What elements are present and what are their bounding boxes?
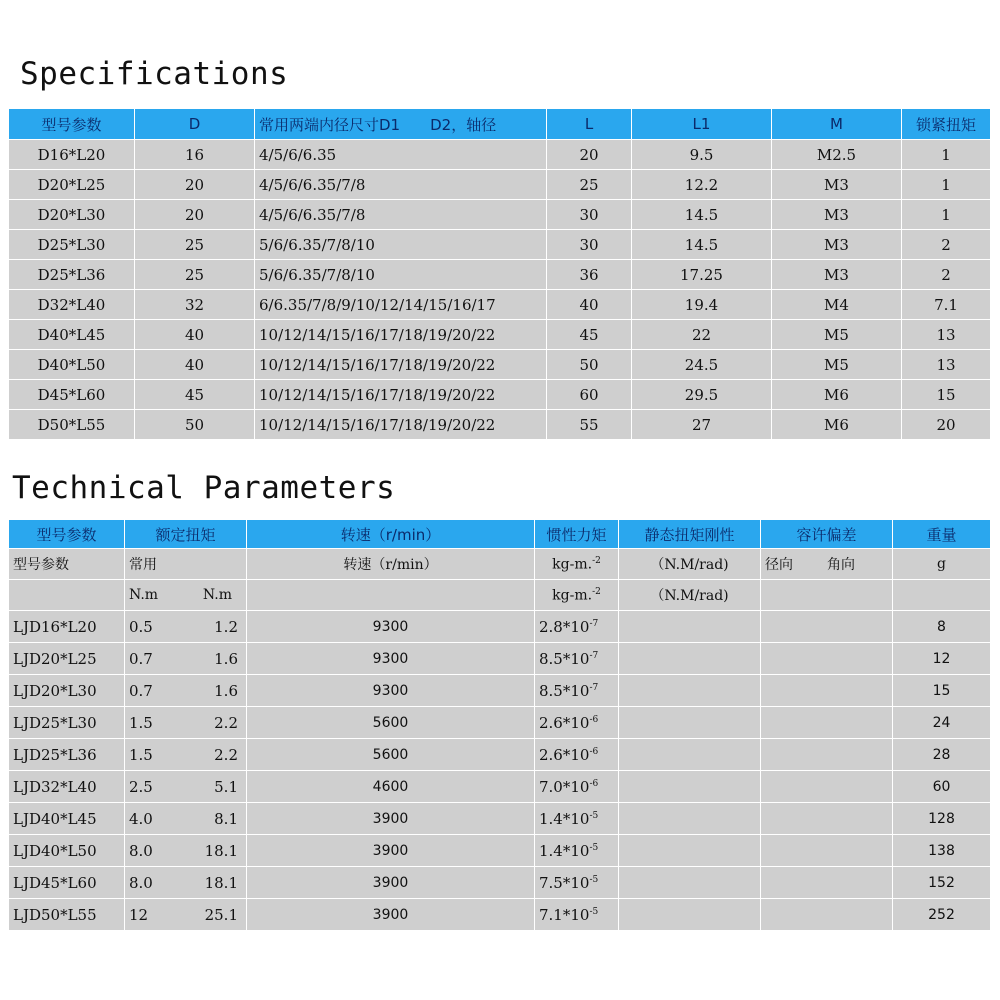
- spec-cell-lock-torque: 20: [902, 410, 991, 440]
- spec-cell-model: D32*L40: [9, 290, 135, 320]
- tech-cell-rigidity: [619, 707, 761, 739]
- spec-cell-model: D50*L55: [9, 410, 135, 440]
- spec-row: [9, 380, 991, 410]
- tech-cell-model: LJD40*L45: [9, 803, 125, 835]
- tech-cell-model: LJD25*L36: [9, 739, 125, 771]
- spec-cell-model: D16*L20: [9, 140, 135, 170]
- tech-cell-torque-max: 1.6: [214, 681, 238, 700]
- sub-deviation: [761, 549, 893, 580]
- tech-cell-speed: 3900: [247, 803, 535, 835]
- tech-cell-torque-common: 1.5: [129, 745, 153, 764]
- tech-cell-speed: 3900: [247, 835, 535, 867]
- tech-row: [9, 771, 991, 803]
- tech-cell-inertia: [535, 771, 619, 803]
- tech-cell-torque-max: 2.2: [214, 713, 238, 732]
- tech-cell-weight: 28: [893, 739, 991, 771]
- tech-header-row: [9, 520, 991, 549]
- spec-cell-l1: 17.25: [632, 260, 772, 290]
- spec-cell-m: M3: [772, 200, 902, 230]
- spec-cell-lock-torque: 1: [902, 140, 991, 170]
- tech-row: [9, 675, 991, 707]
- spec-cell-m: M3: [772, 230, 902, 260]
- tech-cell-torque-common: 4.0: [129, 809, 153, 828]
- sub-torque-common: 常用: [129, 557, 157, 573]
- tech-cell-inertia: [535, 867, 619, 899]
- unit-torque: [125, 580, 247, 611]
- spec-header-row: [9, 109, 991, 140]
- tech-cell-inertia-exp: -7: [589, 650, 599, 661]
- spec-row: [9, 170, 991, 200]
- unit-inertia-exp: -2: [592, 586, 601, 597]
- tech-cell-torque: [125, 611, 247, 643]
- tech-cell-torque-max: 18.1: [204, 841, 238, 860]
- tech-cell-inertia: [535, 739, 619, 771]
- spec-cell-l1: 27: [632, 410, 772, 440]
- tech-cell-rigidity: [619, 739, 761, 771]
- tech-cell-torque-max: 2.2: [214, 745, 238, 764]
- spec-cell-d: 45: [135, 380, 255, 410]
- tech-cell-inertia-exp: -5: [589, 810, 599, 821]
- tech-cell-deviation: [761, 643, 893, 675]
- spec-cell-m: M3: [772, 170, 902, 200]
- spec-cell-m: M4: [772, 290, 902, 320]
- tech-cell-deviation: [761, 867, 893, 899]
- spec-cell-l: 50: [547, 350, 632, 380]
- tech-cell-torque-common: 12: [129, 905, 149, 924]
- tech-cell-inertia-base: 2.8*10: [539, 617, 590, 636]
- unit-model: [9, 580, 125, 611]
- tech-row: [9, 803, 991, 835]
- tech-cell-inertia-exp: -7: [589, 682, 599, 693]
- tech-cell-torque: [125, 771, 247, 803]
- tech-cell-weight: 252: [893, 899, 991, 931]
- tech-cell-torque: [125, 803, 247, 835]
- tech-cell-inertia: [535, 835, 619, 867]
- specifications-title: Specifications: [20, 56, 289, 92]
- spec-cell-l: 40: [547, 290, 632, 320]
- tech-cell-torque-max: 1.2: [214, 617, 238, 636]
- spec-cell-bore: 5/6/6.35/7/8/10: [255, 230, 547, 260]
- tech-cell-inertia-base: 1.4*10: [539, 841, 590, 860]
- tech-cell-speed: 9300: [247, 611, 535, 643]
- tech-cell-inertia-base: 2.6*10: [539, 745, 590, 764]
- tech-cell-model: LJD50*L55: [9, 899, 125, 931]
- sub-rigidity: （N.M/rad): [619, 549, 761, 580]
- unit-rigidity: （N.M/rad): [619, 580, 761, 611]
- sub-deviation-angular: 角向: [827, 557, 855, 573]
- tech-cell-deviation: [761, 739, 893, 771]
- tech-header-model: 型号参数: [9, 520, 125, 549]
- tech-cell-inertia-exp: -5: [589, 842, 599, 853]
- spec-cell-l1: 12.2: [632, 170, 772, 200]
- tech-row: [9, 707, 991, 739]
- spec-cell-l1: 14.5: [632, 200, 772, 230]
- tech-cell-deviation: [761, 707, 893, 739]
- tech-cell-inertia-exp: -5: [589, 874, 599, 885]
- unit-inertia-unit: kg-m.: [552, 587, 593, 604]
- tech-cell-torque-common: 8.0: [129, 841, 153, 860]
- tech-cell-inertia-base: 7.0*10: [539, 777, 590, 796]
- spec-cell-l: 25: [547, 170, 632, 200]
- spec-cell-m: M5: [772, 320, 902, 350]
- tech-cell-torque: [125, 867, 247, 899]
- spec-cell-model: D40*L50: [9, 350, 135, 380]
- tech-row: [9, 899, 991, 931]
- tech-cell-rigidity: [619, 835, 761, 867]
- tech-cell-rigidity: [619, 675, 761, 707]
- spec-cell-bore: 4/5/6/6.35/7/8: [255, 170, 547, 200]
- spec-cell-l: 60: [547, 380, 632, 410]
- spec-cell-bore: 6/6.35/7/8/9/10/12/14/15/16/17: [255, 290, 547, 320]
- tech-cell-inertia-base: 8.5*10: [539, 649, 590, 668]
- tech-cell-inertia: [535, 899, 619, 931]
- spec-cell-d: 20: [135, 170, 255, 200]
- tech-cell-speed: 3900: [247, 867, 535, 899]
- tech-cell-model: LJD20*L30: [9, 675, 125, 707]
- tech-cell-torque-common: 8.0: [129, 873, 153, 892]
- tech-cell-inertia-exp: -6: [589, 746, 599, 757]
- spec-cell-bore: 10/12/14/15/16/17/18/19/20/22: [255, 410, 547, 440]
- tech-cell-rigidity: [619, 611, 761, 643]
- sub-deviation-radial: 径向: [765, 557, 793, 573]
- sub-speed: 转速（r/min）: [247, 549, 535, 580]
- spec-cell-model: D25*L30: [9, 230, 135, 260]
- unit-weight: [893, 580, 991, 611]
- tech-cell-inertia-base: 2.6*10: [539, 713, 590, 732]
- technical-parameters-title: Technical Parameters: [12, 470, 396, 506]
- tech-cell-torque-max: 18.1: [204, 873, 238, 892]
- tech-subheader-row: [9, 549, 991, 580]
- tech-cell-weight: 24: [893, 707, 991, 739]
- tech-cell-model: LJD20*L25: [9, 643, 125, 675]
- tech-cell-torque-common: 0.7: [129, 649, 153, 668]
- spec-header-l1: L1: [632, 109, 772, 140]
- tech-cell-inertia: [535, 643, 619, 675]
- spec-cell-m: M2.5: [772, 140, 902, 170]
- spec-cell-bore: 10/12/14/15/16/17/18/19/20/22: [255, 380, 547, 410]
- spec-cell-bore: 5/6/6.35/7/8/10: [255, 260, 547, 290]
- tech-cell-torque-max: 8.1: [214, 809, 238, 828]
- tech-cell-rigidity: [619, 803, 761, 835]
- tech-row: [9, 611, 991, 643]
- tech-cell-inertia-base: 7.1*10: [539, 905, 590, 924]
- spec-row: [9, 200, 991, 230]
- sub-inertia-unit: kg-m.: [552, 556, 593, 573]
- tech-cell-speed: 4600: [247, 771, 535, 803]
- spec-cell-lock-torque: 1: [902, 200, 991, 230]
- spec-cell-l: 55: [547, 410, 632, 440]
- sub-model: 型号参数: [9, 549, 125, 580]
- tech-cell-inertia: [535, 707, 619, 739]
- spec-cell-l1: 24.5: [632, 350, 772, 380]
- tech-cell-torque-common: 1.5: [129, 713, 153, 732]
- spec-cell-d: 40: [135, 350, 255, 380]
- tech-cell-model: LJD32*L40: [9, 771, 125, 803]
- spec-row: [9, 230, 991, 260]
- spec-cell-l1: 29.5: [632, 380, 772, 410]
- tech-header-weight: 重量: [893, 520, 991, 549]
- spec-header-d: D: [135, 109, 255, 140]
- tech-cell-rigidity: [619, 899, 761, 931]
- spec-cell-l: 30: [547, 200, 632, 230]
- tech-cell-speed: 5600: [247, 739, 535, 771]
- tech-cell-deviation: [761, 835, 893, 867]
- unit-speed: [247, 580, 535, 611]
- spec-header-lock-torque: 锁紧扭矩: [902, 109, 991, 140]
- sub-torque: [125, 549, 247, 580]
- spec-row: [9, 140, 991, 170]
- tech-cell-torque: [125, 835, 247, 867]
- sub-inertia: [535, 549, 619, 580]
- tech-cell-weight: 138: [893, 835, 991, 867]
- tech-cell-inertia-base: 8.5*10: [539, 681, 590, 700]
- sub-inertia-exp: -2: [592, 555, 601, 566]
- spec-cell-d: 40: [135, 320, 255, 350]
- tech-cell-inertia-exp: -6: [589, 778, 599, 789]
- tech-cell-torque-common: 2.5: [129, 777, 153, 796]
- spec-cell-lock-torque: 13: [902, 320, 991, 350]
- spec-cell-model: D20*L30: [9, 200, 135, 230]
- spec-cell-d: 25: [135, 260, 255, 290]
- tech-cell-deviation: [761, 611, 893, 643]
- tech-cell-speed: 3900: [247, 899, 535, 931]
- spec-cell-lock-torque: 2: [902, 230, 991, 260]
- tech-cell-inertia-exp: -7: [589, 618, 599, 629]
- tech-row: [9, 643, 991, 675]
- spec-header-bore: 常用两端内径尺寸D1 D2，轴径: [255, 109, 547, 140]
- tech-cell-rigidity: [619, 771, 761, 803]
- spec-header-l: L: [547, 109, 632, 140]
- tech-cell-torque-common: 0.5: [129, 617, 153, 636]
- spec-cell-m: M6: [772, 380, 902, 410]
- spec-cell-m: M6: [772, 410, 902, 440]
- tech-cell-model: LJD16*L20: [9, 611, 125, 643]
- tech-cell-torque-max: 5.1: [214, 777, 238, 796]
- tech-cell-torque-common: 0.7: [129, 681, 153, 700]
- spec-cell-l1: 14.5: [632, 230, 772, 260]
- tech-row: [9, 835, 991, 867]
- spec-cell-bore: 4/5/6/6.35: [255, 140, 547, 170]
- tech-cell-weight: 12: [893, 643, 991, 675]
- tech-cell-inertia-exp: -6: [589, 714, 599, 725]
- tech-cell-torque: [125, 739, 247, 771]
- spec-cell-l: 45: [547, 320, 632, 350]
- spec-row: [9, 350, 991, 380]
- tech-cell-rigidity: [619, 867, 761, 899]
- tech-cell-torque: [125, 675, 247, 707]
- tech-cell-model: LJD25*L30: [9, 707, 125, 739]
- tech-row: [9, 867, 991, 899]
- tech-cell-weight: 15: [893, 675, 991, 707]
- specifications-table: [8, 108, 991, 440]
- tech-cell-speed: 9300: [247, 675, 535, 707]
- tech-cell-inertia-base: 1.4*10: [539, 809, 590, 828]
- tech-cell-inertia-base: 7.5*10: [539, 873, 590, 892]
- spec-cell-l1: 19.4: [632, 290, 772, 320]
- spec-cell-lock-torque: 7.1: [902, 290, 991, 320]
- tech-cell-torque: [125, 899, 247, 931]
- spec-header-model: 型号参数: [9, 109, 135, 140]
- tech-cell-model: LJD40*L50: [9, 835, 125, 867]
- tech-cell-deviation: [761, 803, 893, 835]
- tech-cell-inertia-exp: -5: [589, 906, 599, 917]
- tech-cell-deviation: [761, 675, 893, 707]
- spec-cell-model: D20*L25: [9, 170, 135, 200]
- tech-cell-weight: 128: [893, 803, 991, 835]
- spec-row: [9, 260, 991, 290]
- unit-torque-b: N.m: [202, 587, 232, 603]
- tech-cell-weight: 8: [893, 611, 991, 643]
- spec-cell-model: D25*L36: [9, 260, 135, 290]
- spec-cell-l: 30: [547, 230, 632, 260]
- spec-cell-l1: 9.5: [632, 140, 772, 170]
- tech-cell-deviation: [761, 771, 893, 803]
- sub-weight: g: [893, 549, 991, 580]
- spec-cell-lock-torque: 2: [902, 260, 991, 290]
- spec-cell-model: D45*L60: [9, 380, 135, 410]
- tech-cell-inertia: [535, 611, 619, 643]
- tech-header-inertia: 惯性力矩: [535, 520, 619, 549]
- spec-cell-m: M3: [772, 260, 902, 290]
- spec-row: [9, 290, 991, 320]
- spec-cell-m: M5: [772, 350, 902, 380]
- spec-cell-d: 16: [135, 140, 255, 170]
- spec-cell-model: D40*L45: [9, 320, 135, 350]
- tech-cell-deviation: [761, 899, 893, 931]
- tech-header-rigidity: 静态扭矩刚性: [619, 520, 761, 549]
- spec-cell-lock-torque: 13: [902, 350, 991, 380]
- spec-cell-bore: 4/5/6/6.35/7/8: [255, 200, 547, 230]
- spec-cell-l: 36: [547, 260, 632, 290]
- unit-inertia: [535, 580, 619, 611]
- spec-row: [9, 410, 991, 440]
- spec-cell-l1: 22: [632, 320, 772, 350]
- tech-row: [9, 739, 991, 771]
- tech-header-deviation: 容许偏差: [761, 520, 893, 549]
- tech-unit-row: [9, 580, 991, 611]
- tech-cell-speed: 9300: [247, 643, 535, 675]
- tech-cell-inertia: [535, 803, 619, 835]
- tech-cell-model: LJD45*L60: [9, 867, 125, 899]
- tech-header-speed: 转速（r/min）: [247, 520, 535, 549]
- unit-torque-a: N.m: [129, 587, 159, 603]
- technical-parameters-table: [8, 519, 991, 931]
- tech-cell-weight: 60: [893, 771, 991, 803]
- spec-cell-bore: 10/12/14/15/16/17/18/19/20/22: [255, 350, 547, 380]
- spec-cell-d: 50: [135, 410, 255, 440]
- spec-cell-bore: 10/12/14/15/16/17/18/19/20/22: [255, 320, 547, 350]
- tech-cell-torque: [125, 643, 247, 675]
- tech-header-rated-torque: 额定扭矩: [125, 520, 247, 549]
- spec-cell-d: 32: [135, 290, 255, 320]
- spec-header-m: M: [772, 109, 902, 140]
- tech-cell-inertia: [535, 675, 619, 707]
- spec-cell-lock-torque: 15: [902, 380, 991, 410]
- spec-cell-lock-torque: 1: [902, 170, 991, 200]
- tech-cell-weight: 152: [893, 867, 991, 899]
- spec-row: [9, 320, 991, 350]
- unit-deviation: [761, 580, 893, 611]
- spec-cell-d: 25: [135, 230, 255, 260]
- tech-cell-torque-max: 25.1: [204, 905, 238, 924]
- tech-cell-torque: [125, 707, 247, 739]
- tech-cell-torque-max: 1.6: [214, 649, 238, 668]
- tech-cell-rigidity: [619, 643, 761, 675]
- tech-cell-speed: 5600: [247, 707, 535, 739]
- spec-cell-l: 20: [547, 140, 632, 170]
- spec-cell-d: 20: [135, 200, 255, 230]
